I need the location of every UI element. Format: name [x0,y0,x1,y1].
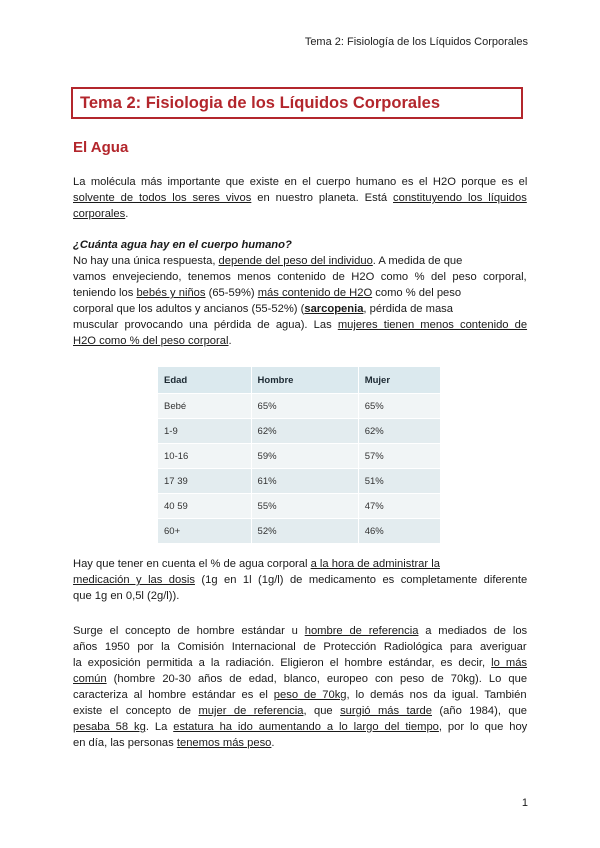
table-row [158,519,440,544]
question-heading: ¿Cuánta agua hay en el cuerpo humano? [73,239,292,251]
table-header-row [158,367,440,394]
reference-line: la exposición permitida a la radiación. Eligieron el hombre estándar, es decir, lo más [73,657,528,669]
running-header: Tema 2: Fisiología de los Líquidos Corporales [304,36,528,48]
question-line: corporal que los adultos y ancianos (55-52%) (sarcopenia, pérdida de masa [73,303,453,315]
reference-line: común (hombre 20-30 años de edad, blanco, europeo con peso de 70kg). Lo que [73,673,528,685]
page-title: Tema 2: Fisiologia de los Líquidos Corporales [80,93,441,112]
reference-paragraph [73,623,527,751]
intro-paragraph [73,174,527,222]
intro-line: solvente de todos los seres vivos en nuestro planeta. Está constituyendo los líquidos [73,192,527,204]
question-line: muscular provocando una pérdida de agua). Las mujeres tienen menos contenido de [73,319,528,331]
table-cell: 55% [251,494,358,519]
dosage-line: que 1g en 0,5l (2g/l)). [73,590,180,602]
reference-line: años 1950 por la Comisión Internacional de Protección Radiológica para averiguar [73,641,527,653]
table-row [158,469,440,494]
question-line: teniendo los bebés y niños (65-59%) más contenido de H2O como % del peso [73,287,462,299]
table-cell: 46% [358,519,440,544]
dosage-paragraph [73,556,527,604]
table-cell: 62% [358,419,440,444]
question-line: No hay una única respuesta, depende del peso del individuo. A medida de que [73,255,463,267]
page-number: 1 [521,797,528,809]
question-line: H2O como % del peso corporal. [73,335,232,347]
question-paragraph [73,237,527,349]
table-cell: 61% [251,469,358,494]
table-cell: Bebé [158,394,251,419]
section-heading: El Agua [73,139,129,156]
table-cell: 10-16 [158,444,251,469]
reference-line: pesaba 58 kg. La estatura ha ido aumentando a lo largo del tiempo, por lo que hoy [73,721,528,733]
table-row [158,394,440,419]
reference-line: caracteriza al hombre estándar es el peso de 70kg, lo demás nos da igual. También [73,689,527,701]
table-header-cell: Edad [158,367,251,394]
table-cell: 57% [358,444,440,469]
reference-line: Surge el concepto de hombre estándar u hombre de referencia a mediados de los [73,625,528,637]
table-header-cell: Hombre [251,367,358,394]
intro-line: corporales. [73,208,129,220]
table-cell: 40 59 [158,494,251,519]
table-cell: 60+ [158,519,251,544]
reference-line: existe el concepto de mujer de referencia, que surgió más tarde (año 1984), que [73,705,528,717]
dosage-line: Hay que tener en cuenta el % de agua corporal a la hora de administrar la [73,558,440,570]
table-cell: 51% [358,469,440,494]
table-cell: 65% [251,394,358,419]
table-cell: 62% [251,419,358,444]
water-percentage-table [158,367,440,543]
intro-line: La molécula más importante que existe en el cuerpo humano es el H2O porque es el [73,176,528,188]
table-cell: 47% [358,494,440,519]
table-row [158,419,440,444]
table-row [158,494,440,519]
table-header-cell: Mujer [358,367,440,394]
question-line: vamos envejeciendo, tenemos menos contenido de H2O como % del peso corporal, [73,271,527,283]
table-cell: 59% [251,444,358,469]
table-row [158,444,440,469]
title-box [71,87,523,119]
dosage-line: medicación y las dosis (1g en 1l (1g/l) de medicamento es completamente diferente [73,574,528,586]
reference-line: en día, las personas tenemos más peso. [73,737,275,749]
table-cell: 1-9 [158,419,251,444]
table-cell: 52% [251,519,358,544]
table-cell: 17 39 [158,469,251,494]
table-cell: 65% [358,394,440,419]
